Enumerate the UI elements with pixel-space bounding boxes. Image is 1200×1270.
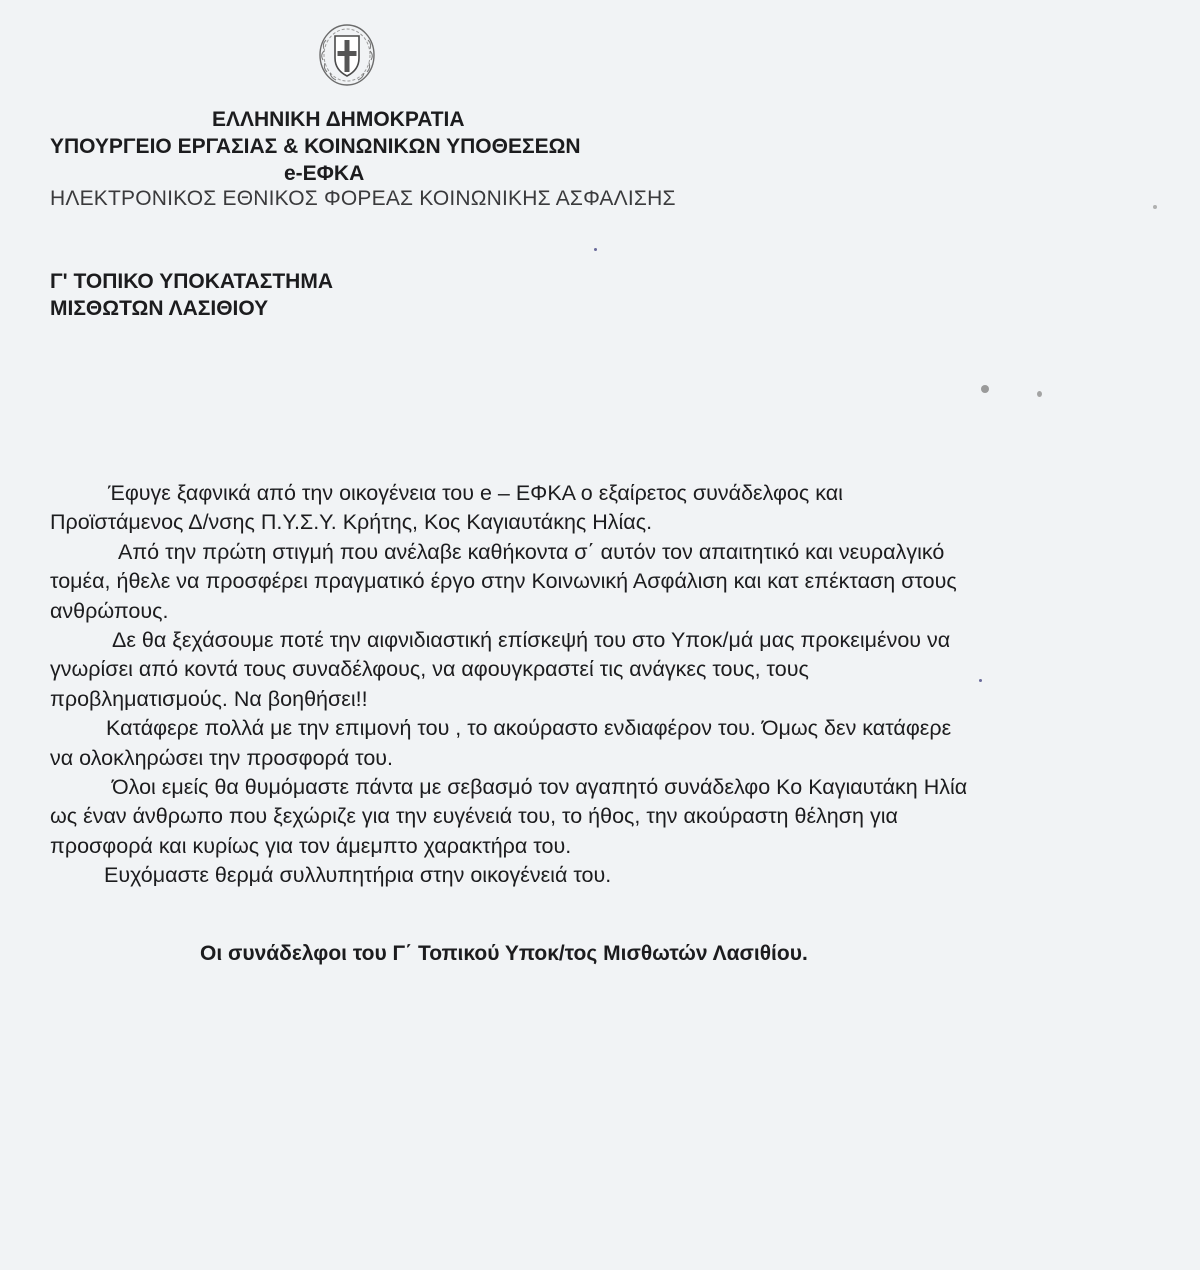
greek-coat-of-arms-icon	[316, 18, 378, 92]
body-line: ανθρώπους.	[50, 598, 169, 623]
body-line: να ολοκληρώσει την προσφορά του.	[50, 745, 394, 770]
header-republic: ΕΛΛΗΝΙΚΗ ΔΗΜΟΚΡΑΤΙΑ	[212, 108, 465, 131]
scan-speck	[1153, 205, 1157, 209]
header-agency: e-ΕΦΚΑ	[284, 162, 365, 185]
header-agency-full-name: ΗΛΕΚΤΡΟΝΙΚΟΣ ΕΘΝΙΚΟΣ ΦΟΡΕΑΣ ΚΟΙΝΩΝΙΚΗΣ ΑΣΦΑΛΙΣΗΣ	[50, 187, 676, 210]
branch-name-line2: ΜΙΣΘΩΤΩΝ ΛΑΣΙΘΙΟΥ	[50, 297, 269, 320]
body-line: Ευχόμαστε θερμά συλλυπητήρια στην οικογένειά του.	[104, 863, 612, 888]
body-line: τομέα, ήθελε να προσφέρει πραγματικό έργο στην Κοινωνική Ασφάλιση και κατ επέκταση στους	[50, 569, 957, 594]
scan-speck	[594, 248, 597, 251]
body-line: Όλοι εμείς θα θυμόμαστε πάντα με σεβασμό τον αγαπητό συνάδελφο Κο Καγιαυτάκη Ηλία	[112, 775, 968, 800]
letter-signature: Οι συνάδελφοι του Γ΄ Τοπικού Υποκ/τος Μισθωτών Λασιθίου.	[200, 942, 808, 965]
scan-speck	[981, 385, 989, 393]
body-line: προσφορά και κυρίως για τον άμεμπτο χαρακτήρα του.	[50, 833, 572, 858]
body-line: Κατάφερε πολλά με την επιμονή του , το ακούραστο ενδιαφέρον του. Όμως δεν κατάφερε	[106, 716, 952, 741]
body-line: Έφυγε ξαφνικά από την οικογένεια του e – ΕΦΚΑ ο εξαίρετος συνάδελφος και	[108, 481, 843, 505]
header-ministry: ΥΠΟΥΡΓΕΙΟ ΕΡΓΑΣΙΑΣ & ΚΟΙΝΩΝΙΚΩΝ ΥΠΟΘΕΣΕΩΝ	[50, 135, 581, 158]
body-line: Προϊστάμενος Δ/νσης Π.Υ.Σ.Υ. Κρήτης, Κος Καγιαυτάκης Ηλίας.	[50, 510, 653, 535]
body-line: γνωρίσει από κοντά τους συναδέλφους, να αφουγκραστεί τις ανάγκες τους, τους	[50, 657, 809, 682]
body-line: ως έναν άνθρωπο που ξεχώριζε για την ευγένειά του, το ήθος, την ακούραστη θέληση για	[50, 804, 898, 829]
scan-speck	[979, 679, 982, 682]
body-line: Από την πρώτη στιγμή που ανέλαβε καθήκοντα σ΄ αυτόν τον απαιτητικό και νευραλγικό	[118, 539, 945, 564]
body-line: Δε θα ξεχάσουμε ποτέ την αιφνιδιαστική επίσκεψή του στο Υποκ/μά μας προκειμένου να	[112, 628, 951, 653]
branch-name-line1: Γ' ΤΟΠΙΚΟ ΥΠΟΚΑΤΑΣΤΗΜΑ	[50, 270, 334, 293]
scan-speck	[1037, 391, 1042, 397]
letter-body	[50, 479, 1130, 891]
body-line: προβληματισμούς. Να βοηθήσει!!	[50, 686, 368, 711]
